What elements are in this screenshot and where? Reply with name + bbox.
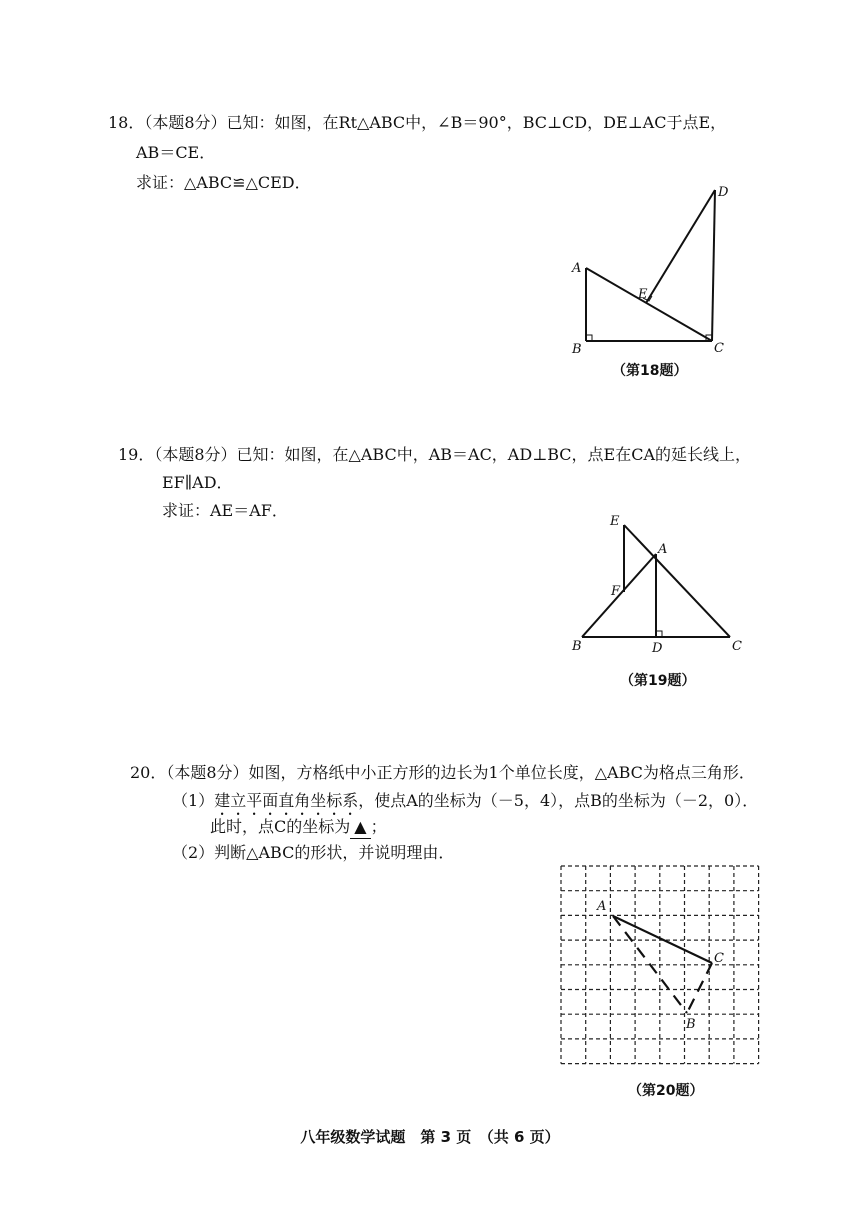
page-footer: 八年级数学试题 第 3 页 （共 6 页） [300, 1128, 560, 1146]
q19-caption: （第19题） [620, 673, 696, 689]
q19-label-c: C [732, 639, 742, 654]
q20-caption: （第20题） [628, 1083, 704, 1099]
q20-part-1-line-2-suffix: ； [370, 817, 387, 836]
q19-label-e: E [610, 514, 620, 529]
q20-label-b: B [686, 1017, 696, 1032]
q18-caption: （第18题） [612, 363, 688, 379]
q20-segment-bc [687, 963, 712, 1013]
q20-part-2: （2）判断△ABC的形状，并说明理由． [172, 843, 455, 862]
q19-line-3: 求证：AE＝AF． [162, 501, 288, 520]
q19-line-1: 19．（本题8分）已知：如图，在△ABC中，AB＝AC，AD⊥BC，点E在CA的延长线上， [118, 445, 752, 464]
q18-label-a: A [572, 261, 582, 276]
q20-answer-blank[interactable]: ▲ [350, 816, 370, 839]
q18-label-b: B [572, 342, 582, 357]
q18-line-2: AB＝CE． [136, 143, 216, 162]
q20-part-1-line-2-prefix: 此时，点C的坐标为 [210, 817, 351, 836]
q18-label-e: E [638, 287, 648, 302]
q18-label-c: C [714, 341, 724, 356]
q19-label-d: D [652, 641, 663, 656]
q20-grid [561, 866, 759, 1064]
q18-line-3: 求证：△ABC≌△CED． [136, 173, 311, 192]
q20-part-1-emphasis: 建立平面直角坐标系 [214, 791, 359, 810]
q20-label-c: C [714, 951, 724, 966]
q20-line-1: 20．（本题8分）如图，方格纸中小正方形的边长为1个单位长度，△ABC为格点三角形． [130, 763, 755, 782]
q18-label-d: D [718, 185, 729, 200]
q18-line-1: 18．（本题8分）已知：如图，在Rt△ABC中，∠B＝90°，BC⊥CD，DE⊥AC于点E， [108, 113, 727, 132]
q19-line-2: EF∥AD． [162, 473, 233, 492]
q19-label-f: F [611, 584, 621, 599]
q20-part-1-prefix: （1） [172, 791, 215, 810]
q19-label-a: A [658, 542, 668, 557]
q20-label-a: A [597, 899, 607, 914]
q20-part-1-rest: ，使点A的坐标为（－5，4），点B的坐标为（－2，0）． [358, 791, 759, 810]
q19-label-b: B [572, 639, 582, 654]
